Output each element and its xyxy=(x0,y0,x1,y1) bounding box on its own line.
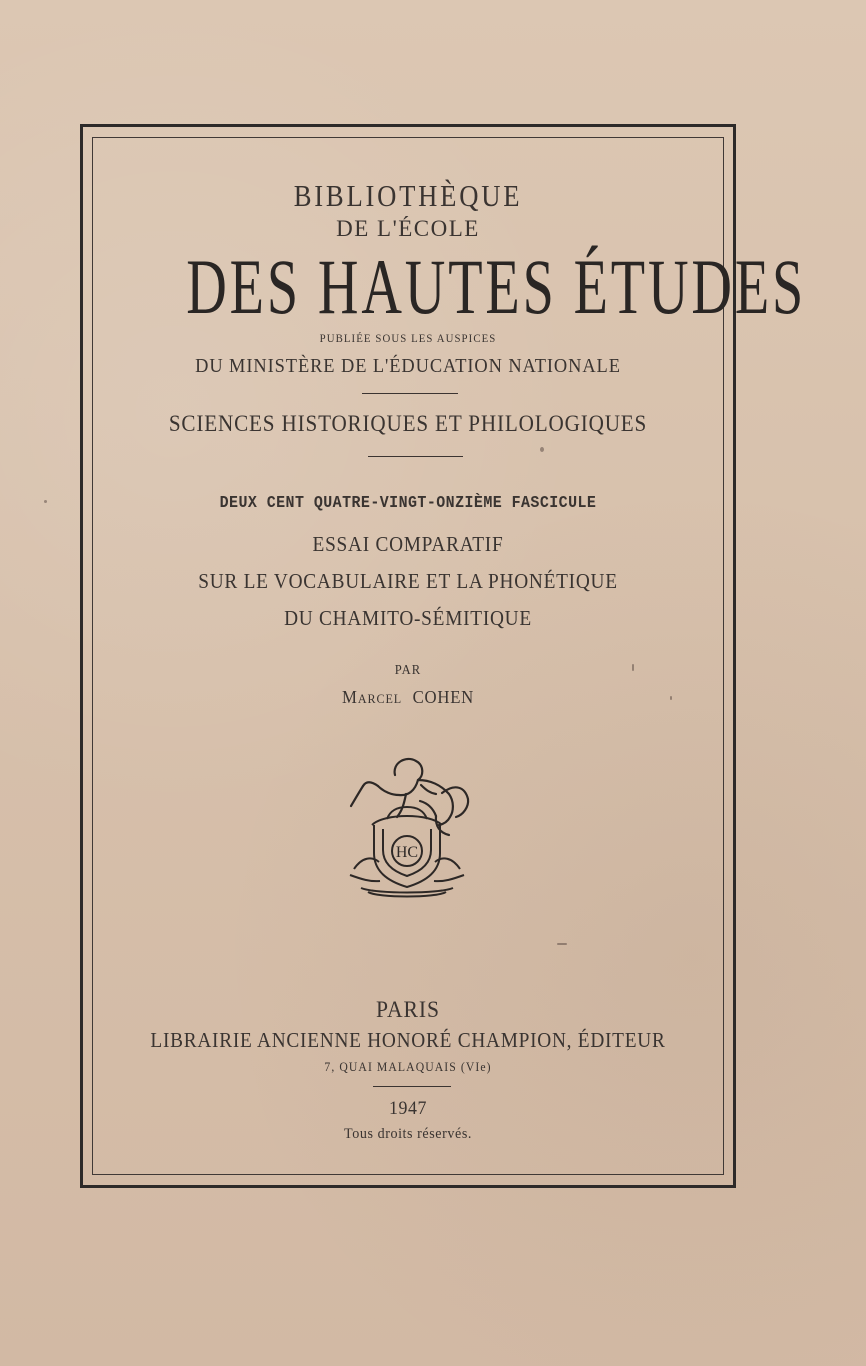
paper-speck xyxy=(44,500,47,503)
publisher-address: 7, QUAI MALAQUAIS (VIe) xyxy=(324,1059,492,1074)
publication-city: PARIS xyxy=(375,997,441,1022)
published-under-label: PUBLIÉE SOUS LES AUSPICES xyxy=(319,331,497,345)
title-page-content xyxy=(100,146,807,1166)
separator-rule-1 xyxy=(362,393,458,394)
rights-notice: Tous droits réservés. xyxy=(344,1126,472,1142)
paper-speck xyxy=(670,696,672,700)
paper-speck xyxy=(632,664,634,671)
separator-rule-2 xyxy=(368,456,463,457)
paper-speck xyxy=(557,943,567,945)
work-title-line-2: SUR LE VOCABULAIRE ET LA PHONÉTIQUE xyxy=(198,569,618,593)
author-last-name: COHEN xyxy=(412,687,475,707)
by-label: PAR xyxy=(394,663,422,678)
author-name xyxy=(122,687,695,708)
library-title-middle: DE L'ÉCOLE xyxy=(336,216,480,241)
work-title-line-3: DU CHAMITO-SÉMITIQUE xyxy=(284,606,532,630)
publisher-emblem xyxy=(332,745,482,905)
publication-year: 1947 xyxy=(389,1098,427,1119)
separator-rule-3 xyxy=(373,1086,451,1087)
ministry-line: DU MINISTÈRE DE L'ÉDUCATION NATIONALE xyxy=(195,355,621,377)
crest-monogram: HC xyxy=(395,844,419,861)
library-title-main: DES HAUTES ÉTUDES xyxy=(186,243,807,330)
work-title-line-1: ESSAI COMPARATIF xyxy=(312,532,504,556)
horse-icon xyxy=(351,759,468,835)
paper-speck xyxy=(540,447,544,452)
fascicle-number: DEUX CENT QUATRE-VINGT-ONZIÈME FASCICULE xyxy=(219,494,597,513)
author-first-name: Marcel xyxy=(341,687,403,707)
library-title-top: BIBLIOTHÈQUE xyxy=(293,178,523,213)
series-section-title: SCIENCES HISTORIQUES ET PHILOLOGIQUES xyxy=(168,411,648,436)
publisher-name: LIBRAIRIE ANCIENNE HONORÉ CHAMPION, ÉDITEUR xyxy=(150,1028,666,1052)
